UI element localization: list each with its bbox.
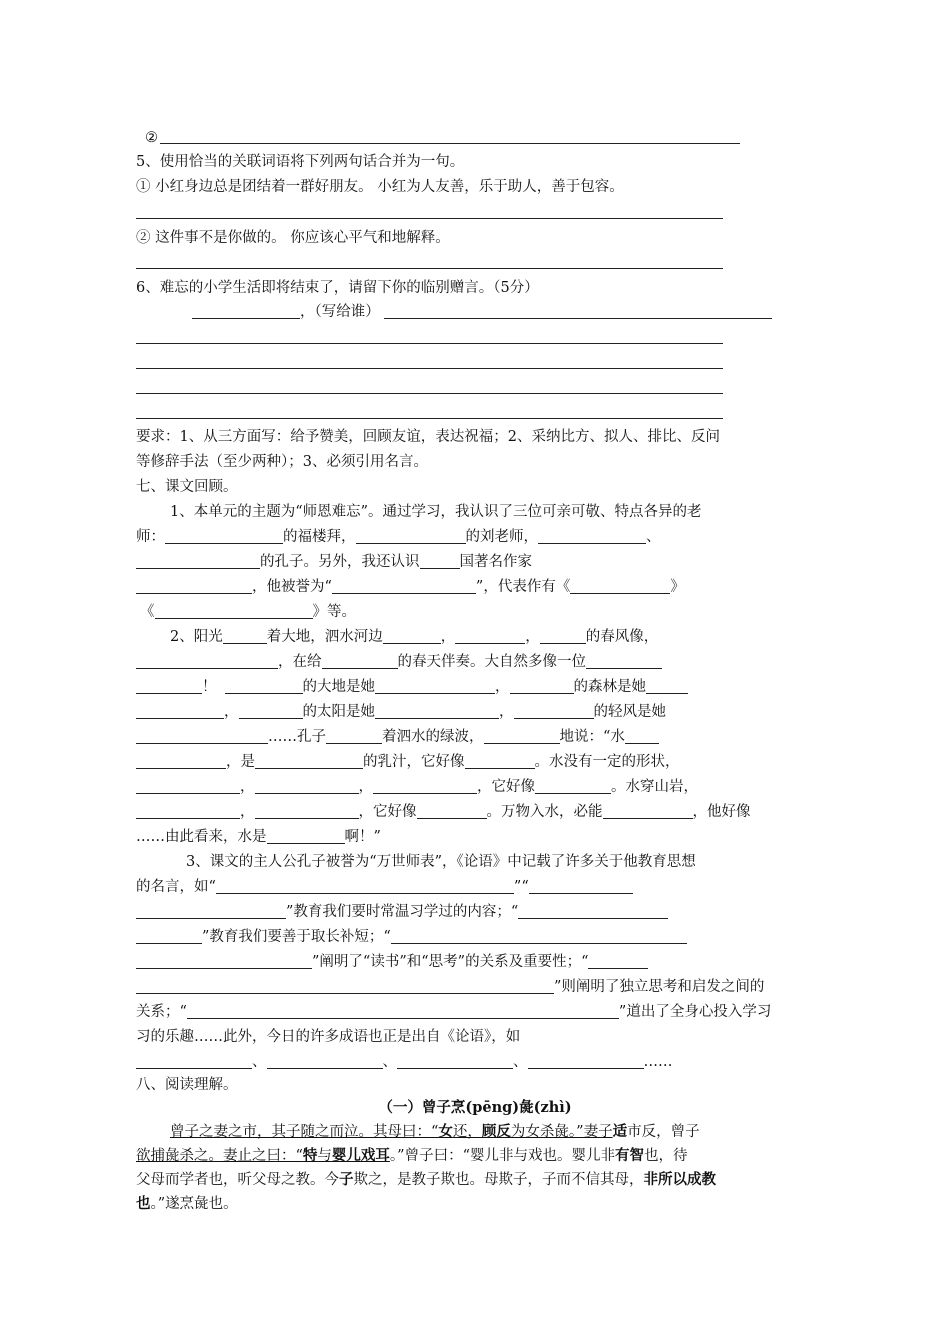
recipient-blank[interactable]	[192, 303, 300, 319]
s7-p3-line8: 习的乐趣……此外，今日的许多成语也正是出自《论语》，如	[136, 1029, 521, 1045]
fill-blank[interactable]	[375, 678, 495, 694]
fill-blank[interactable]	[136, 928, 202, 944]
q5-sentence-2: ② 这件事不是你做的。 你应该心平气和地解释。	[136, 230, 450, 246]
fill-blank[interactable]	[223, 628, 267, 644]
s7-p3-line1: 3、课文的主人公孔子被誉为“万世师表”，《论语》中记载了许多关于他教育思想	[186, 854, 696, 870]
fill-blank[interactable]	[603, 803, 693, 819]
fill-blank[interactable]	[465, 753, 535, 769]
s7-p3-idioms: 、 、 、 ……	[136, 1052, 673, 1074]
q6-recipient-line: ，（写给谁）	[192, 302, 772, 324]
q5-heading: 5、使用恰当的关联词语将下列两句话合并为一句。	[136, 154, 465, 170]
fill-blank[interactable]	[255, 753, 363, 769]
fill-blank[interactable]	[187, 1003, 619, 1019]
section-8-heading: 八、阅读理解。	[136, 1077, 238, 1093]
fill-blank[interactable]	[225, 678, 303, 694]
fill-blank[interactable]	[136, 803, 240, 819]
fill-blank[interactable]	[255, 778, 359, 794]
fill-blank[interactable]	[165, 528, 283, 544]
fill-blank[interactable]	[136, 753, 226, 769]
s7-p2-line3: ！ 的大地是她 ， 的森林是她	[136, 677, 688, 699]
fill-blank[interactable]	[383, 628, 441, 644]
fill-blank[interactable]	[540, 628, 586, 644]
fill-blank[interactable]	[136, 653, 278, 669]
s7-p2-line2: ，在给 的春天伴奏。大自然多像一位	[136, 652, 662, 674]
fill-blank[interactable]	[514, 703, 594, 719]
fill-blank[interactable]	[588, 953, 648, 969]
fill-blank[interactable]	[216, 878, 514, 894]
fill-blank[interactable]	[322, 653, 398, 669]
fill-blank[interactable]	[510, 678, 574, 694]
s7-p1-line5: 《 》等。	[140, 604, 356, 620]
passage-line-3: 父母而学者也，听父母之教。今子欺之，是教子欺也。母欺子，子而不信其母，非所以成教	[136, 1171, 716, 1188]
answer-line[interactable]	[136, 343, 723, 344]
passage-line-4: 也。”遂烹彘也。	[136, 1195, 238, 1212]
answer-line[interactable]	[160, 143, 740, 144]
fill-blank[interactable]	[356, 528, 466, 544]
fill-blank[interactable]	[255, 803, 359, 819]
section-7-heading: 七、课文回顾。	[136, 479, 238, 495]
fill-blank[interactable]	[538, 528, 646, 544]
answer-line[interactable]	[136, 418, 723, 419]
fill-blank[interactable]	[136, 553, 260, 569]
fill-blank[interactable]	[570, 578, 670, 594]
fill-blank[interactable]	[373, 778, 477, 794]
answer-line[interactable]	[136, 218, 723, 219]
fill-blank[interactable]	[136, 678, 202, 694]
fill-blank[interactable]	[239, 703, 303, 719]
fill-blank[interactable]	[136, 578, 252, 594]
answer-line[interactable]	[136, 268, 723, 269]
s7-p2-line7: ， ， ，它好像 。水穿山岩，	[136, 777, 698, 799]
q6-requirements-1: 要求：1、从三方面写：给予赞美，回顾友谊，表达祝福；2、采纳比方、拟人、排比、反问	[136, 429, 720, 445]
s7-p3-line3: ”教育我们要时常温习学过的内容；“	[136, 902, 668, 924]
q5-sentence-1: ① 小红身边总是团结着一群好朋友。 小红为人友善，乐于助人，善于包容。	[136, 179, 624, 195]
s7-p3-line5: ”阐明了“读书”和“思考”的关系及重要性；“	[136, 952, 648, 974]
s7-p2-line1: 2、阳光 着大地，泗水河边 ， ， 的春风像，	[170, 629, 659, 645]
s7-p3-line2: 的名言，如“ ”“	[136, 877, 633, 899]
q6-heading: 6、难忘的小学生活即将结束了，请留下你的临别赠言。（5分）	[136, 280, 539, 296]
fill-blank[interactable]	[646, 678, 688, 694]
answer-line[interactable]	[136, 393, 723, 394]
fill-blank[interactable]	[136, 1053, 252, 1069]
q6-requirements-2: 等修辞手法（至少两种）；3、必须引用名言。	[136, 454, 428, 470]
s7-p2-line9: ……由此看来，水是 啊！”	[136, 829, 381, 845]
s7-p1-line1: 1、本单元的主题为“师恩难忘”。通过学习，我认识了三位可亲可敬、特点各异的老	[170, 504, 702, 520]
passage-line-2: 欲捕彘杀之。妻止之曰：“特与婴儿戏耳。”曾子曰：“婴儿非与戏也。婴儿非有智也，待	[136, 1147, 688, 1164]
fill-blank[interactable]	[136, 903, 286, 919]
fill-blank[interactable]	[529, 878, 633, 894]
s7-p3-line6: ”则阐明了独立思考和启发之间的	[136, 977, 764, 999]
fill-blank[interactable]	[586, 653, 662, 669]
passage-title: （一）曾子烹(pēng)彘(zhì)	[378, 1099, 572, 1116]
s7-p2-line6: ，是 的乳汁，它好像 。水没有一定的形状，	[136, 752, 680, 774]
s7-p1-line2: 师： 的福楼拜， 的刘老师， 、	[136, 529, 661, 545]
fill-blank[interactable]	[375, 703, 499, 719]
fill-blank[interactable]	[625, 728, 659, 744]
fill-blank[interactable]	[332, 578, 476, 594]
s7-p2-line4: ， 的太阳是她 ， 的轻风是她	[136, 702, 666, 724]
fill-blank[interactable]	[420, 553, 460, 569]
fill-blank[interactable]	[326, 728, 382, 744]
fill-blank[interactable]	[136, 778, 240, 794]
fill-blank[interactable]	[136, 728, 268, 744]
fill-blank[interactable]	[455, 628, 525, 644]
passage-line-1: 曾子之妻之市，其子随之而泣。其母曰：“女还，顾反为女杀彘。”妻子适市反，曾子	[170, 1123, 700, 1140]
s7-p1-line4: ，他被誉为“ ”，代表作有《 》	[136, 577, 685, 599]
fill-blank[interactable]	[136, 953, 312, 969]
fill-blank[interactable]	[484, 728, 560, 744]
fill-blank[interactable]	[136, 978, 554, 994]
s7-p1-line3: 的孔子。另外，我还认识 国著名作家	[136, 552, 532, 574]
s7-p2-line8: ， ，它好像 。万物入水，必能 ，他好像	[136, 802, 751, 824]
answer-line[interactable]	[136, 368, 723, 369]
fill-blank[interactable]	[155, 603, 313, 619]
fill-blank[interactable]	[518, 903, 668, 919]
fill-blank[interactable]	[397, 1053, 513, 1069]
item-marker-2: ②	[145, 130, 158, 146]
fill-blank[interactable]	[528, 1053, 644, 1069]
s7-p3-line4: ”教育我们要善于取长补短；“	[136, 927, 687, 949]
fill-blank[interactable]	[136, 703, 224, 719]
fill-blank[interactable]	[267, 1053, 383, 1069]
fill-blank[interactable]	[391, 928, 687, 944]
s7-p3-line7: 关系；“ ”道出了全身心投入学习	[136, 1004, 772, 1020]
fill-blank[interactable]	[417, 803, 487, 819]
fill-blank[interactable]	[267, 828, 345, 844]
s7-p2-line5: ……孔子 着泗水的绿波， 地说：“水	[136, 727, 659, 749]
fill-blank[interactable]	[535, 778, 611, 794]
message-blank[interactable]	[384, 303, 772, 319]
